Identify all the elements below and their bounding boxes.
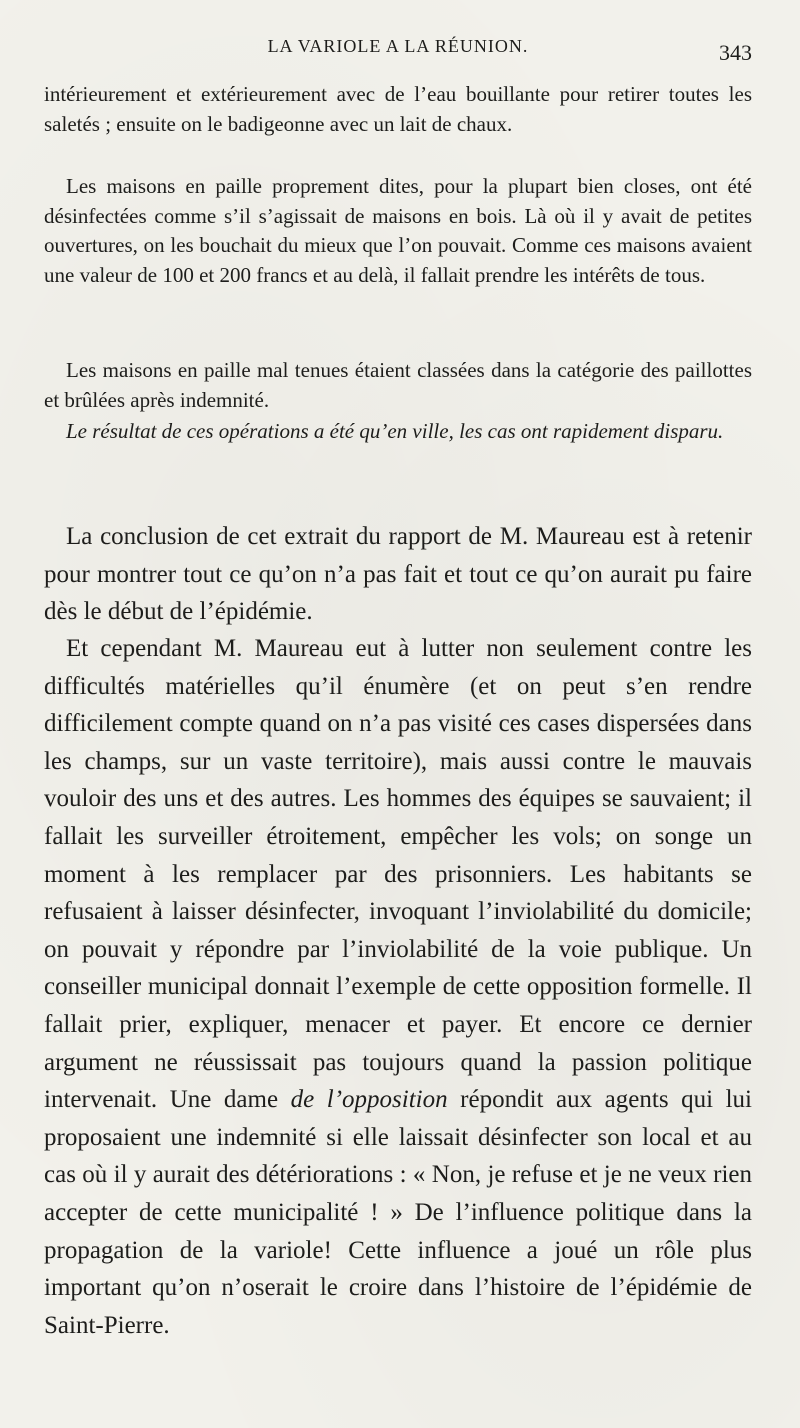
difficulties-text-end: répondit aux agents qui lui proposaient une indemnité si elle laissait désinfecter son local et au cas où il y aurait des détériorations : « Non, je refuse et je ne veux rien accepter de cette municipalité ! » De l’influence politique dans la propagation de la variole! Cette influence a joué un rôle plus important qu’on n’oserait le croire dans l’histoire de l’épidémie de Saint-Pierre. [44, 1086, 753, 1339]
paragraph-result [44, 417, 752, 447]
paragraph-conclusion: La conclusion de cet extrait du rapport de M. Maureau est à retenir pour montrer tout ce qu’on n’a pas fait et tout ce qu’on aurait pu faire dès le début de l’épidémie. [44, 523, 752, 626]
paragraph-whitewash: intérieurement et extérieurement avec de l’eau bouillante pour retirer toutes les saletés ; ensuite on le badigeonne avec un lait de chaux. [44, 82, 752, 136]
opposition-italic: de l’opposition [290, 1086, 448, 1114]
running-title: LA VARIOLE A LA RÉUNION. [267, 36, 529, 56]
paragraph-paillottes: Les maisons en paille mal tenues étaient classées dans la catégorie des paillottes et brûlées après indemnité. [44, 358, 752, 412]
difficulties-text-start: Et cependant M. Maureau eut à lutter non seulement contre les difficultés matérielles qu’il énumère (et on peut s’en rendre difficilement compte quand on n’a pas visité ces cases dispersées dans les champs, sur un vaste territoire), mais aussi contre le mauvais vouloir des uns et des autres. Les hommes des équipes se sauvaient; il fallait les surveiller étroitement, empêcher les vols; on songe un moment à les remplacer par des prisonniers. Les habitants se refusaient à laisser désinfecter, invoquant l’inviolabilité du domicile; on pouvait y répondre par l’inviolabilité de la voie publique. Un conseiller municipal donnait l’exemple de cette opposition formelle. Il fallait prier, expliquer, menacer et payer. Et encore ce dernier argument ne réussissait pas toujours quand la passion politique intervenait. Une dame [44, 635, 752, 1114]
paragraph-straw-houses: Les maisons en paille proprement dites, pour la plupart bien closes, ont été désinfectées comme s’il s’agissait de maisons en bois. Là où il y avait de petites ouvertures, on les bouchait du mieux que l’on pouvait. Comme ces maisons avaient une valeur de 100 et 200 francs et au delà, il fallait prendre les intérêts de tous. [44, 174, 752, 287]
running-head [44, 32, 752, 65]
paragraph-difficulties [44, 630, 752, 1344]
result-italic-text: Le résultat de ces opérations a été qu’en ville, les cas ont rapidement disparu. [66, 419, 724, 443]
page-number: 343 [719, 40, 752, 65]
